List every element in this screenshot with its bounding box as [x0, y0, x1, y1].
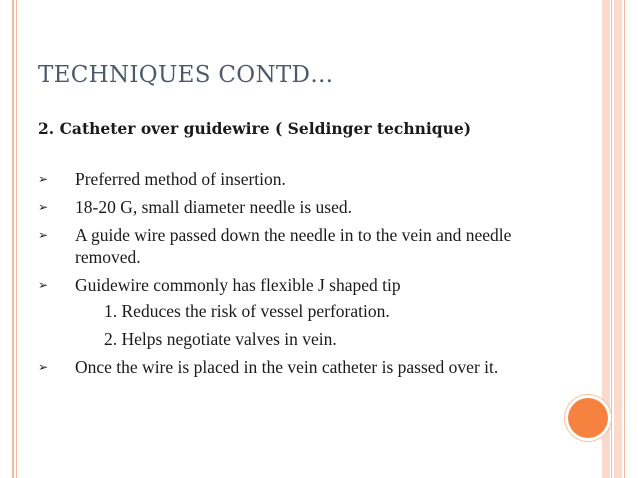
bullet-arrow-icon: ➢ — [38, 360, 49, 374]
bullet-text: Guidewire commonly has flexible J shaped tip — [75, 275, 401, 295]
bullet-arrow-icon: ➢ — [38, 228, 49, 242]
bullet-arrow-icon: ➢ — [38, 278, 49, 292]
bullet-item — [38, 224, 558, 268]
bullet-arrow-icon: ➢ — [38, 200, 49, 214]
sub-item — [38, 300, 558, 322]
left-border-line-thin — [16, 0, 17, 478]
right-border-band — [602, 0, 638, 478]
bullet-item — [38, 196, 558, 218]
bullet-text: Once the wire is placed in the vein catheter is passed over it. — [75, 357, 499, 377]
bullet-text: 18-20 G, small diameter needle is used. — [75, 197, 353, 217]
sub-item-text: 1. Reduces the risk of vessel perforation. — [104, 301, 390, 321]
bullet-item — [38, 168, 558, 190]
left-border-line — [12, 0, 14, 478]
slide-subtitle: 2. Catheter over guidewire ( Seldinger technique) — [38, 119, 472, 138]
sub-item-text: 2. Helps negotiate valves in vein. — [104, 329, 337, 349]
decorative-circle — [568, 398, 608, 438]
bullet-arrow-icon: ➢ — [38, 172, 49, 186]
bullet-text: Preferred method of insertion. — [75, 169, 286, 189]
sub-item — [38, 328, 558, 350]
bullet-item — [38, 274, 558, 296]
slide-title: TECHNIQUES CONTD… — [38, 62, 334, 88]
bullet-text: A guide wire passed down the needle in to the vein and needle removed. — [75, 225, 512, 267]
bullet-item — [38, 356, 558, 378]
slide-content — [38, 168, 558, 384]
